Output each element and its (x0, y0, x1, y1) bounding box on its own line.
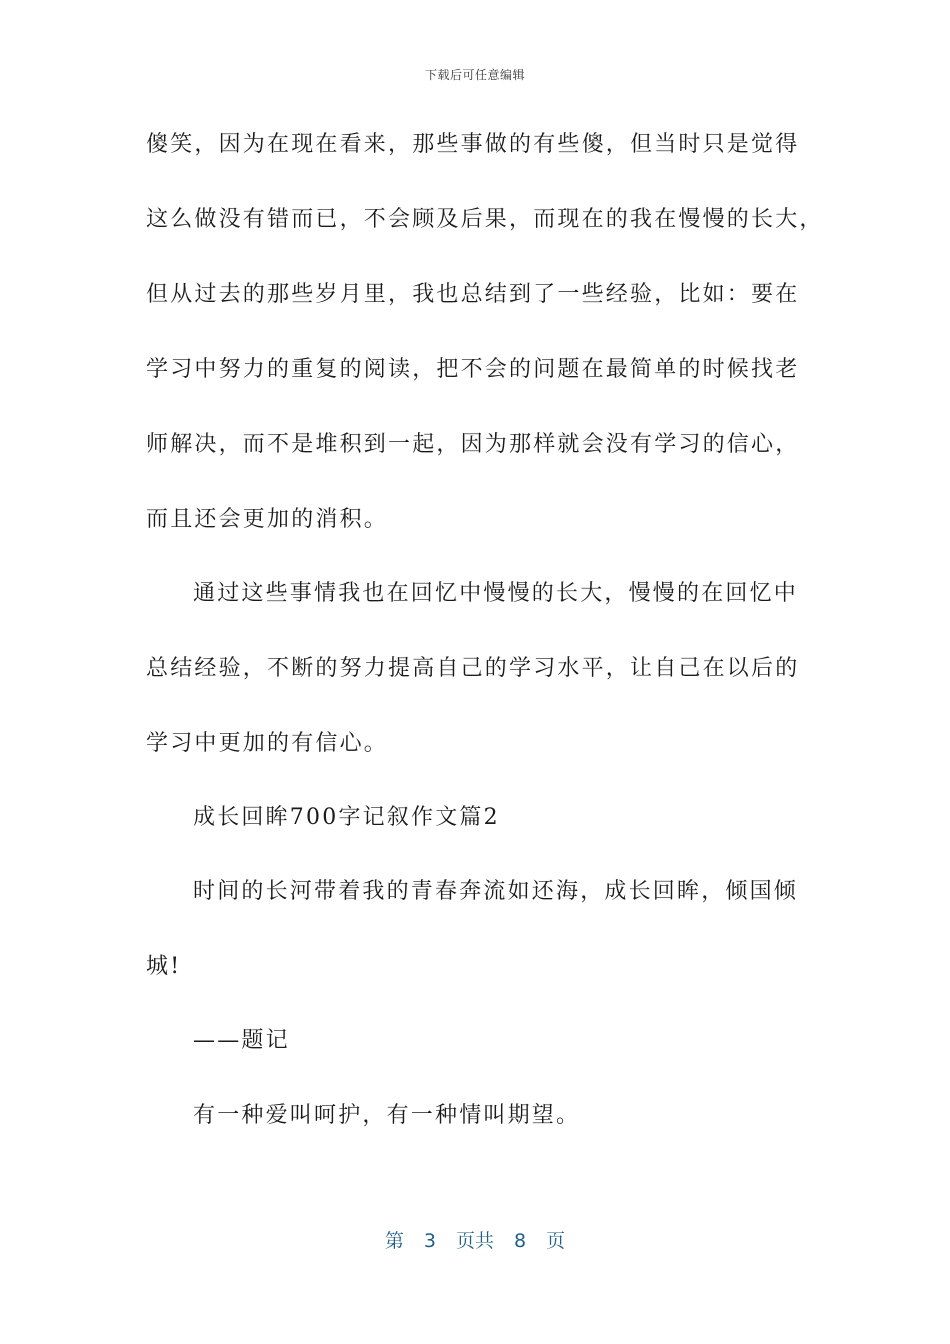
epigraph-attribution: ——题记 (193, 1028, 290, 1053)
body-line: 学习中更加的有信心。 (146, 731, 389, 756)
body-line: 通过这些事情我也在回忆中慢慢的长大，慢慢的在回忆中 (193, 581, 799, 606)
section-heading: 成长回眸700字记叙作文篇2 (193, 805, 500, 830)
body-line: 城! (146, 954, 182, 979)
footer-label-end: 页 (546, 1230, 566, 1252)
body-line: 傻笑，因为在现在看来，那些事做的有些傻，但当时只是觉得 (146, 132, 800, 157)
body-line: 有一种爱叫呵护，有一种情叫期望。 (193, 1103, 581, 1128)
footer-total-pages: 8 (514, 1230, 527, 1252)
body-line: 这么做没有错而已，不会顾及后果，而现在的我在慢慢的长大， (146, 207, 824, 232)
body-line: 但从过去的那些岁月里，我也总结到了一些经验，比如：要在 (146, 282, 800, 307)
footer-label-page: 第 (384, 1230, 404, 1252)
body-line: 而且还会更加的消积。 (146, 507, 389, 532)
footer-current-page: 3 (423, 1230, 436, 1252)
footer-label-total: 页共 (455, 1230, 494, 1252)
header-note: 下载后可任意编辑 (424, 68, 525, 82)
body-line: 时间的长河带着我的青春奔流如还海，成长回眸，倾国倾 (193, 879, 799, 904)
body-line: 学习中努力的重复的阅读，把不会的问题在最简单的时候找老 (146, 357, 800, 382)
body-line: 师解决，而不是堆积到一起，因为那样就会没有学习的信心， (146, 432, 800, 457)
page-footer (0, 1226, 950, 1253)
body-line: 总结经验，不断的努力提高自己的学习水平，让自己在以后的 (146, 656, 800, 681)
